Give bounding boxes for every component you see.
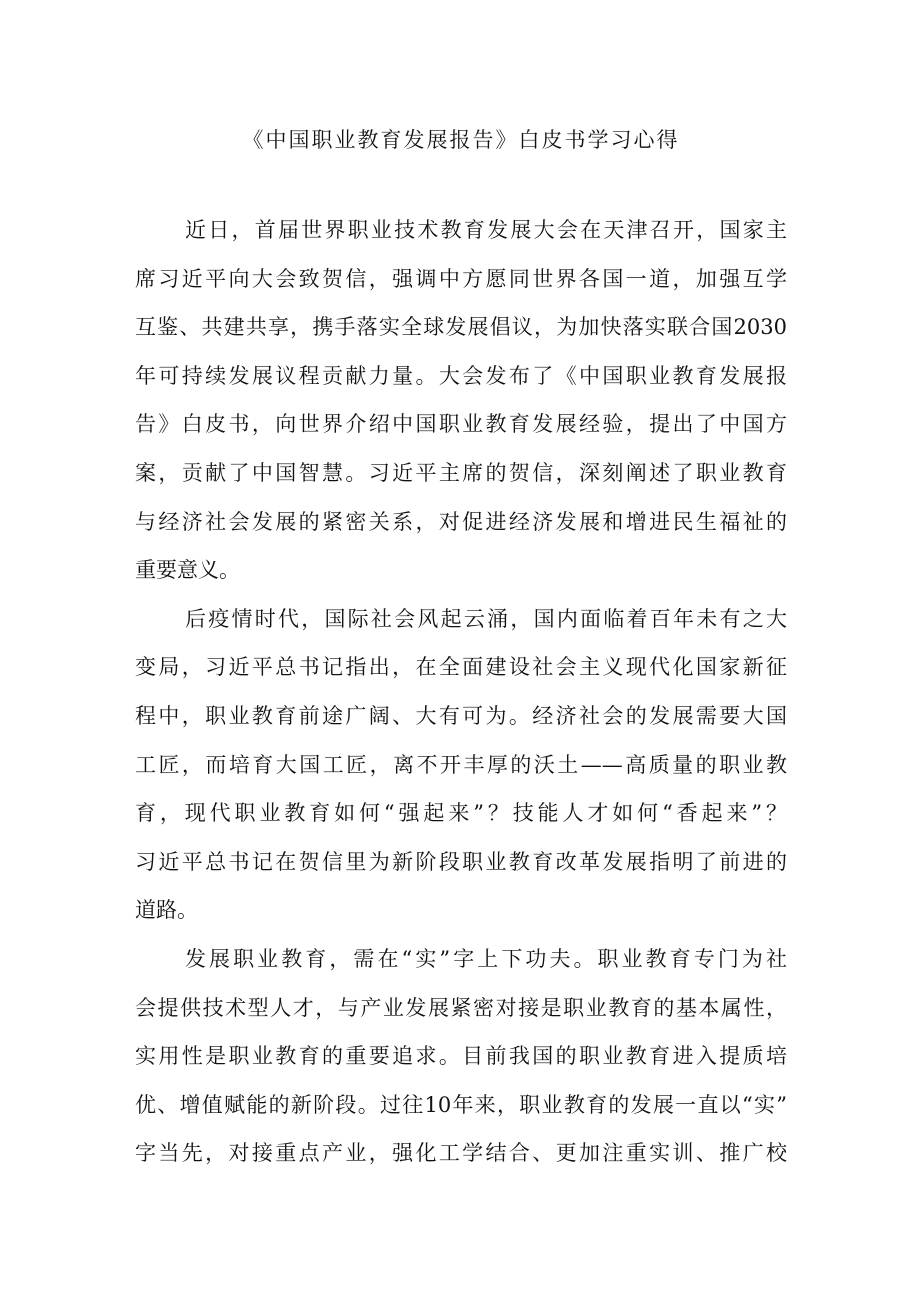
text-line: 年可持续发展议程贡献力量。大会发布了《中国职业教育发展报	[135, 363, 787, 388]
text-line: 后疫情时代，国际社会风起云涌，国内面临着百年未有之大	[185, 606, 787, 631]
text-line: 优、增值赋能的新阶段。过往10年来，职业教育的发展一直以“实”	[135, 1092, 787, 1117]
text-line: 告》白皮书，向世界介绍中国职业教育发展经验，提出了中国方	[135, 412, 787, 437]
text-line: 近日，首届世界职业技术教育发展大会在天津召开，国家主	[185, 218, 787, 242]
text-line: 案，贡献了中国智慧。习近平主席的贺信，深刻阐述了职业教育	[135, 460, 787, 485]
text-line: 实用性是职业教育的重要追求。目前我国的职业教育进入提质培	[135, 1044, 787, 1069]
text-line: 习近平总书记在贺信里为新阶段职业教育改革发展指明了前进的	[135, 849, 787, 874]
document-body	[135, 206, 787, 1178]
text-line: 程中，职业教育前途广阔、大有可为。经济社会的发展需要大国	[135, 703, 787, 728]
text-line: 工匠，而培育大国工匠，离不开丰厚的沃土——高质量的职业教	[135, 752, 787, 777]
document-title: 《中国职业教育发展报告》白皮书学习心得	[242, 128, 680, 152]
text-line: 重要意义。	[135, 558, 240, 583]
text-line: 发展职业教育，需在“实”字上下功夫。职业教育专门为社	[185, 946, 787, 971]
text-line: 变局，习近平总书记指出，在全面建设社会主义现代化国家新征	[135, 655, 787, 680]
paragraph-1	[135, 206, 787, 595]
text-line: 互鉴、共建共享，携手落实全球发展倡议，为加快落实联合国2030	[135, 315, 787, 340]
text-line: 育，现代职业教育如何“强起来”？技能人才如何“香起来”？	[135, 801, 787, 826]
paragraph-2	[135, 595, 787, 935]
text-line: 字当先，对接重点产业，强化工学结合、更加注重实训、推广校	[135, 1141, 787, 1166]
paragraph-3	[135, 935, 787, 1178]
text-line: 会提供技术型人才，与产业发展紧密对接是职业教育的基本属性，	[135, 995, 787, 1020]
text-line: 席习近平向大会致贺信，强调中方愿同世界各国一道，加强互学	[135, 266, 787, 291]
text-line: 道路。	[135, 898, 198, 923]
text-line: 与经济社会发展的紧密关系，对促进经济发展和增进民生福祉的	[135, 509, 787, 534]
